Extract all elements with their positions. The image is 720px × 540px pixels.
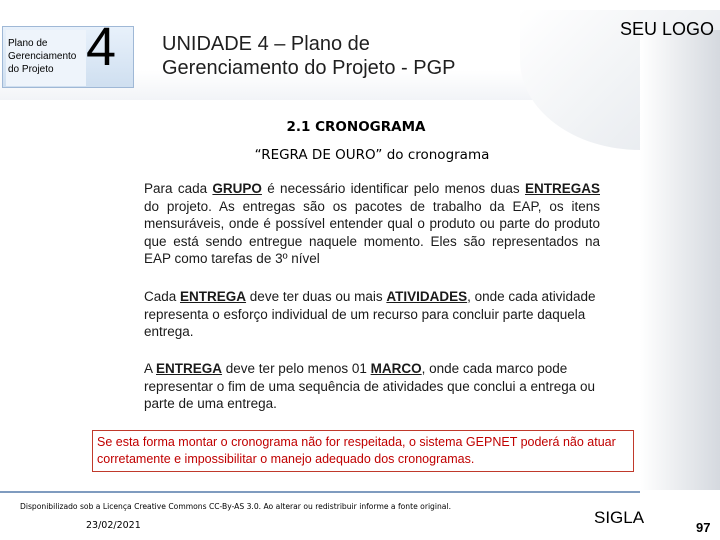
right-side-panel bbox=[640, 30, 720, 490]
section-title: 2.1 CRONOGRAMA bbox=[286, 119, 426, 135]
paragraph-entrega-marco bbox=[144, 360, 600, 413]
paragraph-text: Para cada bbox=[144, 181, 213, 196]
paragraph-text: , onde cada atividade representa o esforço individual de um recurso para concluir parte daquela entrega. bbox=[144, 289, 596, 340]
paragraph-text: , onde cada marco pode representar o fim de uma sequência de atividades que conclui a entrega ou parte de uma entrega. bbox=[144, 361, 596, 412]
license-text: Disponibilizado sob a Licença Creative Commons CC-By-AS 3.0. Ao alterar ou redistribuir informe a fonte original. bbox=[20, 502, 451, 511]
unit-title: UNIDADE 4 – Plano de Gerenciamento do Projeto - PGP bbox=[162, 33, 456, 79]
footer-divider bbox=[0, 491, 640, 493]
paragraph-text: é necessário identificar pelo menos duas bbox=[261, 181, 525, 196]
warning-text: Se esta forma montar o cronograma não for respeitada, o sistema GEPNET poderá não atuar corretamente e impossibilitar o manejo adequado dos cronogramas. bbox=[97, 435, 616, 466]
term-entrega: ENTREGA bbox=[180, 289, 247, 304]
paragraph-text: A bbox=[144, 361, 157, 376]
logo-placeholder: SEU LOGO bbox=[620, 19, 715, 39]
section-subtitle: “REGRA DE OURO” do cronograma bbox=[254, 147, 490, 163]
paragraph-text: deve ter duas ou mais bbox=[246, 289, 387, 304]
paragraph-grupo-entregas bbox=[144, 180, 600, 268]
term-grupo: GRUPO bbox=[212, 181, 262, 196]
term-marco: MARCO bbox=[370, 361, 422, 376]
paragraph-text: Cada bbox=[144, 289, 181, 304]
term-entrega: ENTREGA bbox=[156, 361, 223, 376]
unit-number: 4 bbox=[86, 17, 117, 77]
paragraph-entrega-atividades bbox=[144, 288, 600, 341]
term-atividades: ATIVIDADES bbox=[386, 289, 468, 304]
sigla-label: SIGLA bbox=[594, 508, 645, 527]
paragraph-text: deve ter pelo menos 01 bbox=[222, 361, 371, 376]
warning-box bbox=[92, 430, 634, 472]
date-label: 23/02/2021 bbox=[86, 520, 141, 531]
page-number: 97 bbox=[696, 520, 711, 535]
paragraph-text: do projeto. As entregas são os pacotes de trabalho da EAP, os itens mensuráveis, onde é possível entender qual o produto ou parte do produto que está sendo entregue naquele momento. Eles são representados na EAP como tarefas de 3º nível bbox=[144, 198, 600, 267]
term-entregas: ENTREGAS bbox=[524, 181, 600, 196]
course-label: Plano de Gerenciamento do Projeto bbox=[8, 38, 77, 75]
